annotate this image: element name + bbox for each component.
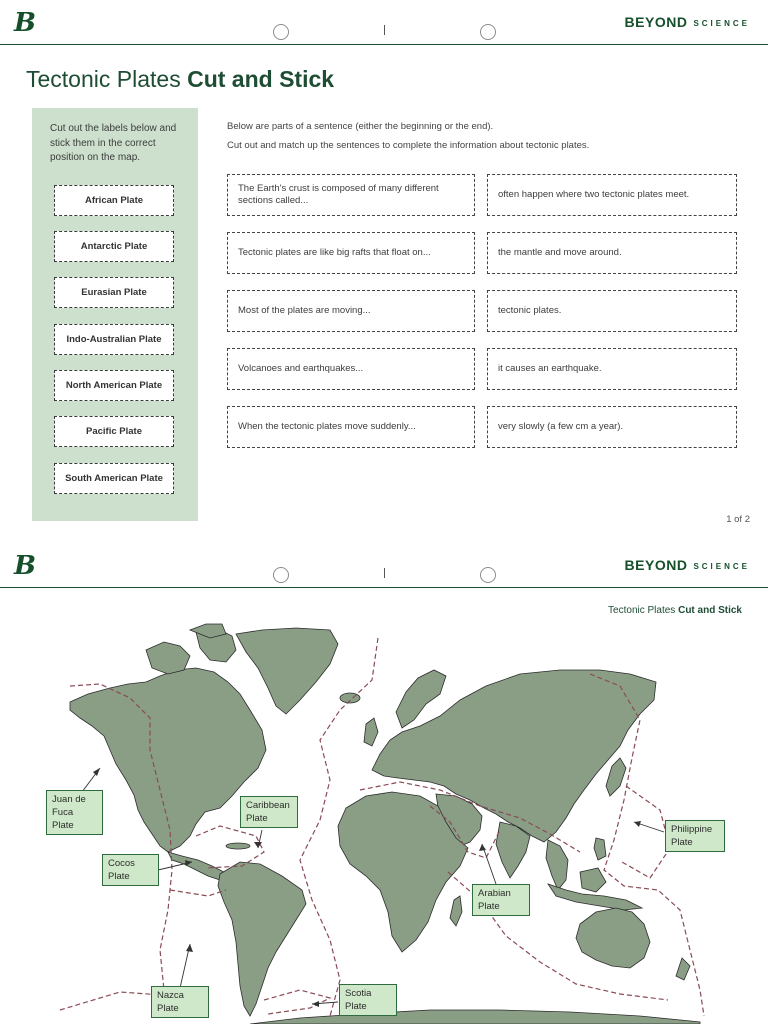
intro-line-1: Below are parts of a sentence (either the beginning or the end). xyxy=(227,121,494,132)
arabian-line-2: Plate xyxy=(478,901,500,912)
arrowhead-juan-de-fuca xyxy=(93,768,100,776)
brand-wordmark xyxy=(625,14,750,30)
panel-instruction: Cut out the labels below and stick them in the correct position on the map. xyxy=(50,123,177,163)
sentence-end-1[interactable]: often happen where two tectonic plates meet. xyxy=(487,174,737,216)
map-label-arabian xyxy=(472,884,530,916)
map-label-scotia xyxy=(339,984,397,1016)
labels-panel xyxy=(32,108,198,521)
greenland xyxy=(236,628,338,714)
brand-main-2: BEYOND xyxy=(624,557,688,573)
brand-wordmark-2 xyxy=(625,557,750,573)
map-label-cocos xyxy=(102,854,159,886)
south-america xyxy=(218,862,306,1016)
cut-label-african[interactable]: African Plate xyxy=(54,185,174,216)
map-label-nazca xyxy=(151,986,209,1018)
world-map xyxy=(0,590,768,1024)
arrowhead-philippine xyxy=(634,821,641,827)
brand-main: BEYOND xyxy=(624,14,688,30)
punch-hole-right-2 xyxy=(480,567,496,583)
new-zealand xyxy=(676,958,690,980)
australia xyxy=(576,908,650,968)
continents xyxy=(70,624,700,1024)
juan-de-fuca-line-1: Juan de xyxy=(52,794,86,805)
caribbean-line-1: Caribbean xyxy=(246,800,290,811)
sentence-end-3[interactable]: tectonic plates. xyxy=(487,290,737,332)
intro-line-2: Cut out and match up the sentences to complete the information about tectonic plates. xyxy=(227,140,590,151)
sentence-start-2[interactable]: Tectonic plates are like big rafts that float on... xyxy=(227,232,475,274)
sentence-end-5[interactable]: very slowly (a few cm a year). xyxy=(487,406,737,448)
caribbean-line-2: Plate xyxy=(246,813,268,824)
sentence-end-2[interactable]: the mantle and move around. xyxy=(487,232,737,274)
center-tick-2 xyxy=(384,568,385,578)
sentence-start-1[interactable]: The Earth's crust is composed of many different sections called... xyxy=(227,174,475,216)
caribbean-islands xyxy=(226,843,250,849)
nazca-line-1: Nazca xyxy=(157,990,184,1001)
antarctica xyxy=(250,1010,700,1024)
sentence-start-5[interactable]: When the tectonic plates move suddenly... xyxy=(227,406,475,448)
map-label-juan-de-fuca xyxy=(46,790,103,835)
british-isles xyxy=(364,718,378,746)
page-title xyxy=(26,66,334,93)
cut-label-indo-australian[interactable]: Indo-Australian Plate xyxy=(54,324,174,355)
borneo xyxy=(580,868,606,892)
nazca-line-2: Plate xyxy=(157,1003,179,1014)
cut-label-antarctic[interactable]: Antarctic Plate xyxy=(54,231,174,262)
brand-sub-2: SCIENCE xyxy=(693,562,750,571)
scotia-line-1: Scotia xyxy=(345,988,372,999)
sentence-start-3[interactable]: Most of the plates are moving... xyxy=(227,290,475,332)
header-divider xyxy=(0,44,768,45)
philippine-line-2: Plate xyxy=(671,837,693,848)
boundary-nazca xyxy=(170,890,226,896)
philippines xyxy=(594,838,606,860)
arrowhead-nazca xyxy=(186,944,193,952)
cut-label-south-american[interactable]: South American Plate xyxy=(54,463,174,494)
southeast-asia xyxy=(546,840,568,890)
title-bold: Cut and Stick xyxy=(187,66,335,92)
madagascar xyxy=(450,896,462,926)
map-title-bold: Cut and Stick xyxy=(678,605,742,616)
map-title-plain: Tectonic Plates xyxy=(608,605,679,616)
scotia-line-2: Plate xyxy=(345,1001,367,1012)
arrowhead-scotia xyxy=(312,1001,319,1007)
map-label-philippine xyxy=(665,820,725,852)
beyond-logo: B xyxy=(14,8,36,38)
boundary-scotia xyxy=(264,990,330,1014)
cut-label-eurasian[interactable]: Eurasian Plate xyxy=(54,277,174,308)
center-tick xyxy=(384,25,385,35)
cut-label-north-american[interactable]: North American Plate xyxy=(54,370,174,401)
cut-label-pacific[interactable]: Pacific Plate xyxy=(54,416,174,447)
map-label-caribbean xyxy=(240,796,298,828)
arrowhead-arabian xyxy=(479,844,486,851)
punch-hole-left-2 xyxy=(273,567,289,583)
cocos-line-2: Plate xyxy=(108,871,130,882)
sentence-end-4[interactable]: it causes an earthquake. xyxy=(487,348,737,390)
arabian-line-1: Arabian xyxy=(478,888,511,899)
iceland xyxy=(340,693,360,703)
juan-de-fuca-line-2: Fuca Plate xyxy=(52,807,74,831)
beyond-logo-2: B xyxy=(14,551,36,581)
title-plain: Tectonic Plates xyxy=(26,66,188,92)
cocos-line-1: Cocos xyxy=(108,858,135,869)
japan xyxy=(606,758,626,796)
punch-hole-left xyxy=(273,24,289,40)
page-number: 1 of 2 xyxy=(726,514,750,525)
brand-sub: SCIENCE xyxy=(693,19,750,28)
punch-hole-right xyxy=(480,24,496,40)
header-divider-2 xyxy=(0,587,768,588)
philippine-line-1: Philippine xyxy=(671,824,713,835)
sentence-start-4[interactable]: Volcanoes and earthquakes... xyxy=(227,348,475,390)
arctic-islands xyxy=(146,642,190,674)
